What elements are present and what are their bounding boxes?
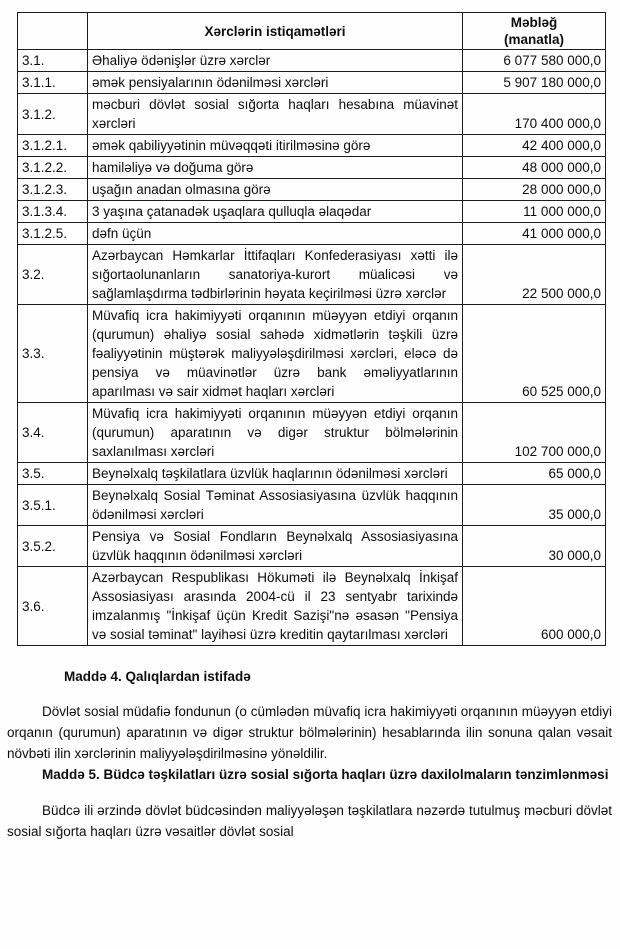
table-row: [18, 201, 606, 223]
row-amount: 42 400 000,0: [463, 135, 606, 157]
row-number: 3.2.: [18, 245, 88, 305]
table-row: [18, 157, 606, 179]
row-amount: 102 700 000,0: [463, 403, 606, 463]
row-amount: 30 000,0: [463, 526, 606, 567]
row-number: 3.1.2.: [18, 94, 88, 135]
row-amount: 170 400 000,0: [463, 94, 606, 135]
article-5-paragraph: Büdcə ili ərzində dövlət büdcəsindən maliyyələşən təşkilatlara nəzərdə tutulmuş məcburi dövlət sosial sığorta haqları üzrə vəsaitlər dövlət sosial: [7, 803, 612, 839]
row-number: 3.1.: [18, 50, 88, 72]
table-row: [18, 567, 606, 646]
row-amount: 6 077 580 000,0: [463, 50, 606, 72]
table-header-row: [18, 13, 606, 50]
row-number: 3.1.1.: [18, 72, 88, 94]
row-number: 3.5.: [18, 463, 88, 485]
row-amount: 11 000 000,0: [463, 201, 606, 223]
table-row: [18, 245, 606, 305]
row-description: əmək qabiliyyətinin müvəqqəti itirilməsinə görə: [88, 135, 463, 157]
table-row: [18, 463, 606, 485]
table-row: [18, 72, 606, 94]
row-number: 3.1.2.5.: [18, 223, 88, 245]
row-number: 3.6.: [18, 567, 88, 646]
table-row: [18, 223, 606, 245]
table-row: [18, 50, 606, 72]
row-amount: 41 000 000,0: [463, 223, 606, 245]
table-row: [18, 526, 606, 567]
row-number: 3.5.2.: [18, 526, 88, 567]
row-description: Beynəlxalq Sosial Təminat Assosiasiyasına üzvlük haqqının ödənilməsi xərcləri: [88, 485, 463, 526]
row-description: əmək pensiyalarının ödənilməsi xərcləri: [88, 72, 463, 94]
row-description: Müvafiq icra hakimiyyəti orqanının müəyyən etdiyi orqanın (qurumun) aparatının və digər struktur bölmələrinin saxlanılması xərcləri: [88, 403, 463, 463]
header-amount-cell: [463, 13, 606, 50]
row-amount: 65 000,0: [463, 463, 606, 485]
row-amount: 22 500 000,0: [463, 245, 606, 305]
table-row: [18, 485, 606, 526]
row-description: Əhaliyə ödənişlər üzrə xərclər: [88, 50, 463, 72]
row-description: Pensiya və Sosial Fondların Beynəlxalq Assosiasiyasına üzvlük haqqının ödənilməsi xərcləri: [88, 526, 463, 567]
row-number: 3.1.2.1.: [18, 135, 88, 157]
row-description: dəfn üçün: [88, 223, 463, 245]
header-number-cell: [18, 13, 88, 50]
header-amount-line2: (manatla): [503, 32, 564, 47]
row-description: hamiləliyə və doğuma görə: [88, 157, 463, 179]
table-row: [18, 94, 606, 135]
row-number: 3.5.1.: [18, 485, 88, 526]
header-direction-cell: Xərclərin istiqamətləri: [88, 13, 463, 50]
row-amount: 60 525 000,0: [463, 305, 606, 403]
row-description: Müvafiq icra hakimiyyəti orqanının müəyyən etdiyi orqanın (qurumun) əhaliyə sosial sahədə xidmətlərin təşkili üzrə fəaliyyətinin müştərək maliyyələşdirilməsi xərcləri, eləcə də pensiya və müavinətlər üzrə bank əməliyyatlarının aparılması və sair xidmət haqları xərcləri: [88, 305, 463, 403]
row-amount: 35 000,0: [463, 485, 606, 526]
row-amount: 28 000 000,0: [463, 179, 606, 201]
row-amount: 600 000,0: [463, 567, 606, 646]
row-amount: 5 907 180 000,0: [463, 72, 606, 94]
row-description: Beynəlxalq təşkilatlara üzvlük haqlarının ödənilməsi xərcləri: [88, 463, 463, 485]
row-description: uşağın anadan olmasına görə: [88, 179, 463, 201]
table-row: [18, 403, 606, 463]
row-number: 3.3.: [18, 305, 88, 403]
row-description: Azərbaycan Həmkarlar İttifaqları Konfederasiyası xətti ilə sığortaolunanların sanatoriya-kurort müalicəsi və sağlamlaşdırma tədbirlərinin həyata keçirilməsi üzrə xərclər: [88, 245, 463, 305]
row-number: 3.4.: [18, 403, 88, 463]
row-number: 3.1.2.3.: [18, 179, 88, 201]
article-4-heading: Maddə 4. Qalıqlardan istifadə: [64, 669, 251, 684]
table-row: [18, 179, 606, 201]
row-description: 3 yaşına çatanadək uşaqlara qulluqla əlaqədar: [88, 201, 463, 223]
row-number: 3.1.3.4.: [18, 201, 88, 223]
table-row: [18, 305, 606, 403]
header-amount-line1: Məbləğ: [510, 15, 558, 30]
row-number: 3.1.2.2.: [18, 157, 88, 179]
article-5-heading: Maddə 5. Büdcə təşkilatları üzrə sosial sığorta haqları üzrə daxilolmaların tənzimlənməsi: [42, 767, 609, 782]
row-description: Azərbaycan Respublikası Hökuməti ilə Beynəlxalq İnkişaf Assosiasiyası arasında 2004-cü il 23 sentyabr tarixində imzalanmış "İnkişaf üçün Kredit Sazişi"nə əsasən "Pensiya və sosial təminat" layihəsi üzrə kreditin qaytarılması xərcləri: [88, 567, 463, 646]
expenses-table: [17, 12, 606, 646]
table-row: [18, 135, 606, 157]
row-description: məcburi dövlət sosial sığorta haqları hesabına müavinət xərcləri: [88, 94, 463, 135]
row-amount: 48 000 000,0: [463, 157, 606, 179]
article-4-paragraph: Dövlət sosial müdafiə fondunun (o cümlədən müvafiq icra hakimiyyəti orqanının müəyyən etdiyi orqanın (qurumun) aparatının və digər struktur bölmələrinin) hesablarında ilin sonuna qalan vəsait növbəti ilin xərclərinin maliyyələşdirilməsinə yönəldilir.: [7, 704, 612, 761]
